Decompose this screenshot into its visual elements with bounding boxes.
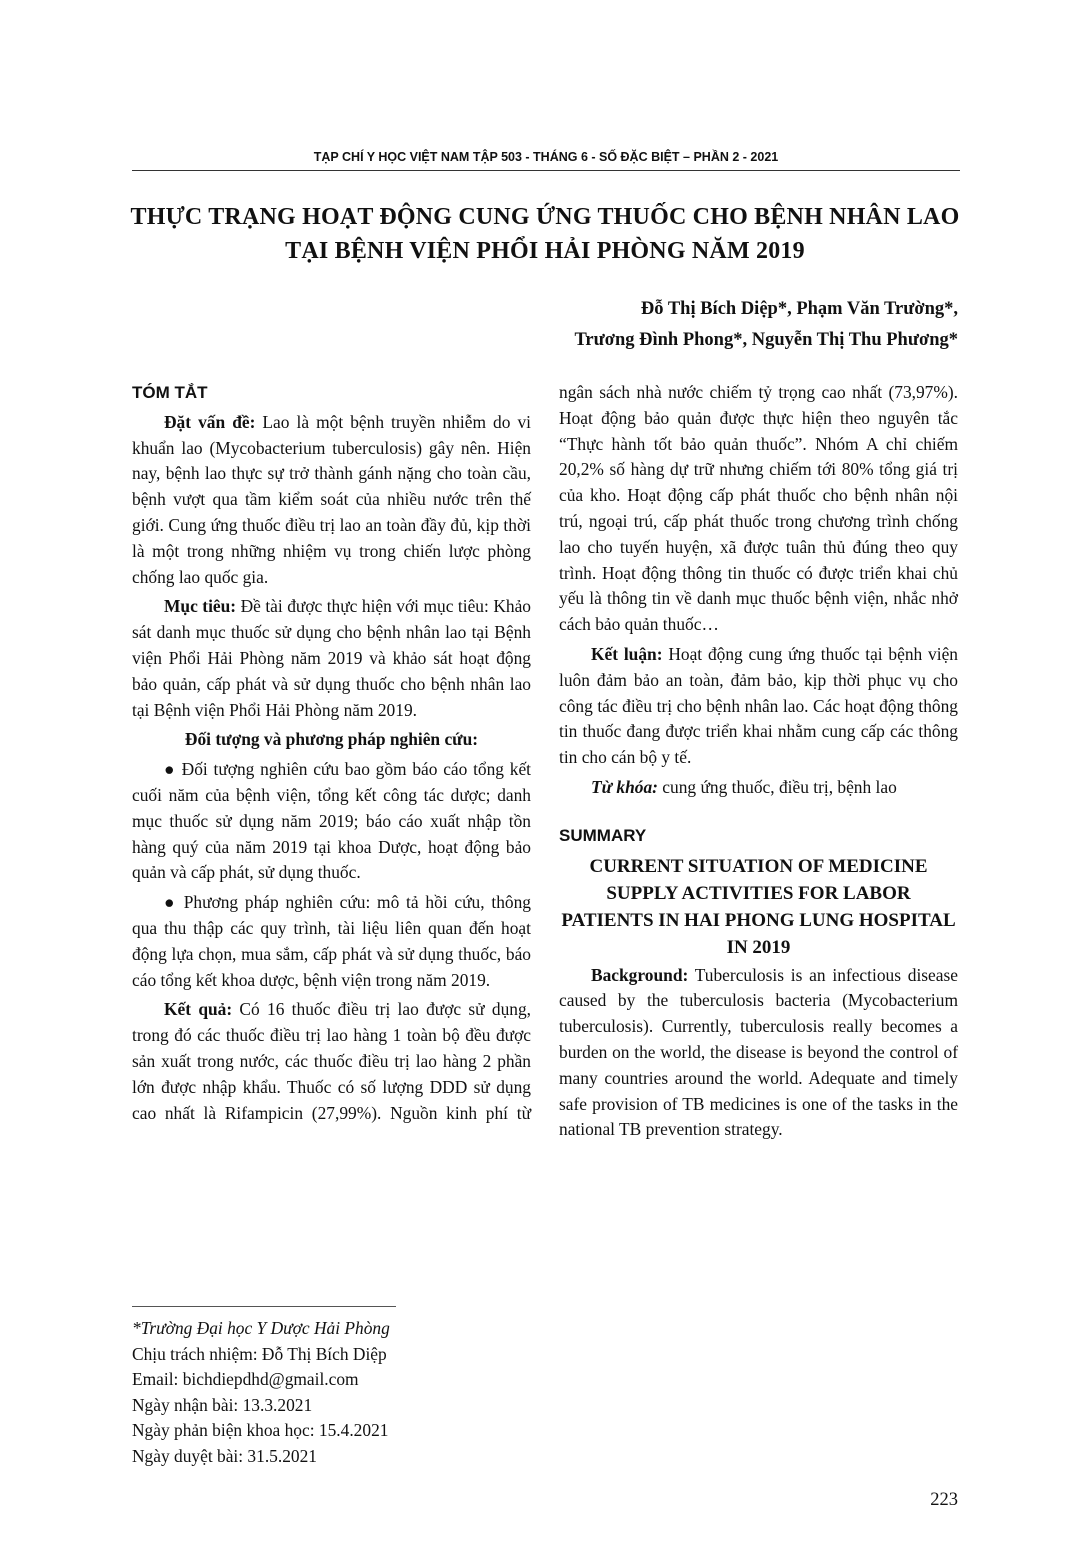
summary-heading: SUMMARY [559,825,647,845]
summary-background [559,963,958,1144]
abstract-subjects: ● Đối tượng nghiên cứu bao gồm báo cáo tổng kết cuối năm của bệnh viện, tổng kết công tác dược; danh mục thuốc sử dụng năm 2019; báo cáo xuất nhập tồn hàng quý của năm 2019 tại khoa Dược, hoạt động bảo quản và cấp phát, sử dụng thuốc. [132,759,531,883]
title-line-1: THỰC TRẠNG HOẠT ĐỘNG CUNG ỨNG THUỐC CHO BỆNH NHÂN LAO [130,204,960,230]
paper-title [100,200,990,268]
journal-header: TẠP CHÍ Y HỌC VIỆT NAM TẬP 503 - THÁNG 6 - SỐ ĐẶC BIỆT – PHẦN 2 - 2021 [132,150,960,171]
label: Từ khóa: [591,776,658,797]
label: Mục tiêu: [164,596,237,617]
abstract-background [132,410,531,591]
abstract-heading: TÓM TẮT [132,383,208,402]
email: Email: bichdiepdhd@gmail.com [132,1369,359,1389]
title-line-2: TẠI BỆNH VIỆN PHỔI HẢI PHÒNG NĂM 2019 [285,238,805,264]
summary-title: CURRENT SITUATION OF MEDICINE SUPPLY ACTIVITIES FOR LABOR PATIENTS IN HAI PHONG LUNG HOSPITAL IN 2019 [561,855,956,958]
footnote-divider [132,1306,396,1307]
received-date: Ngày nhận bài: 13.3.2021 [132,1394,313,1415]
label: Kết quả: [164,999,233,1020]
text: Hoạt động cung ứng thuốc tại bệnh viện luôn đảm bảo an toàn, đảm bảo, kịp thời phục vụ cho công tác điều trị cho bệnh nhân lao. Các hoạt động thông tin thuốc đang được triển khai nhằm cung cấp các thông tin cho cán bộ y tế. [559,643,958,768]
authors-line-1: Đỗ Thị Bích Diệp*, Phạm Văn Trường*, [640,299,958,319]
abstract-methods-heading: Đối tượng và phương pháp nghiên cứu: [184,729,479,750]
reviewed-date: Ngày phản biện khoa học: 15.4.2021 [132,1420,389,1440]
label: Kết luận: [591,643,663,664]
responsible-author: Chịu trách nhiệm: Đỗ Thị Bích Diệp [132,1343,387,1364]
abstract-keywords [559,775,958,801]
authors [574,294,958,356]
accepted-date: Ngày duyệt bài: 31.5.2021 [132,1445,317,1466]
text: cung ứng thuốc, điều trị, bệnh lao [657,776,897,797]
body-columns [132,380,958,1143]
label: Background: [591,964,689,985]
authors-line-2: Trương Đình Phong*, Nguyễn Thị Thu Phương* [574,330,958,350]
affiliation: *Trường Đại học Y Dược Hải Phòng [132,1318,390,1338]
text: Đề tài được thực hiện với mục tiêu: Khảo sát danh mục thuốc sử dụng cho bệnh nhân lao tại Bệnh viện Phổi Hải Phòng năm 2019 và khảo sát hoạt động bảo quản, cấp phát và sử dụng thuốc cho bệnh nhân lao tại Bệnh viện Phổi Hải Phòng năm 2019. [132,596,531,720]
abstract-conclusion [559,642,958,771]
text: Tuberculosis is an infectious disease caused by the tuberculosis bacteria (Mycobacterium tuberculosis). Currently, tuberculosis really becomes a burden on the world, the disease is beyond the control of many countries around the world. Adequate and timely safe provision of TB medicines is one of the tasks in the national TB prevention strategy. [559,964,958,1140]
page-number: 223 [930,1490,958,1510]
abstract-objective [132,594,531,723]
footnote [132,1316,390,1469]
text: Lao là một bệnh truyền nhiễm do vi khuẩn lao (Mycobacterium tuberculosis) gây nên. Hiện nay, bệnh lao thực sự trở thành gánh nặng cho toàn cầu, bệnh vượt qua tầm kiểm soát của nhiều nước trên thế giới. Cung ứng thuốc điều trị lao an toàn đầy đủ, kịp thời là một trong những nhiệm vụ trong chiến lược phòng chống lao quốc gia. [132,411,531,587]
abstract-methods: ● Phương pháp nghiên cứu: mô tả hồi cứu, thông qua thu thập các quy trình, tài liệu liên quan đến hoạt động lựa chọn, mua sắm, cấp phát và sử dụng thuốc, báo cáo tổng kết khoa dược, bệnh viện trong năm 2019. [132,892,531,990]
label: Đặt vấn đề: [164,411,256,432]
text: Có 16 thuốc điều trị lao được sử dụng, trong đó các thuốc điều trị lao hàng 1 toàn bộ đều được sản xuất trong nước, các thuốc điều trị lao hàng 2 phần lớn được nhập khẩu. Thuốc có số lượng DDD sử dụng cao nhất là Rifampicin (27,99%). Nguồn kinh phí từ ngân sách nhà nước chiếm tỷ trọng cao nhất (73,97%). Hoạt động bảo quản được thực hiện theo nguyên tắc “Thực hành tốt bảo quản thuốc”. Nhóm A chỉ chiếm 20,2% số hàng dự trữ nhưng chiếm tới 80% tổng giá trị của kho. Hoạt động cấp phát thuốc cho bệnh nhân nội trú, ngoại trú, cấp phát thuốc trong chương trình chống lao cho tuyến huyện, xã được tuân thủ đúng theo quy trình. Hoạt động thông tin thuốc có được triển khai chủ yếu là thông tin về danh mục thuốc bệnh viện, nhắc nhở cách bảo quản thuốc… [132,382,958,1123]
